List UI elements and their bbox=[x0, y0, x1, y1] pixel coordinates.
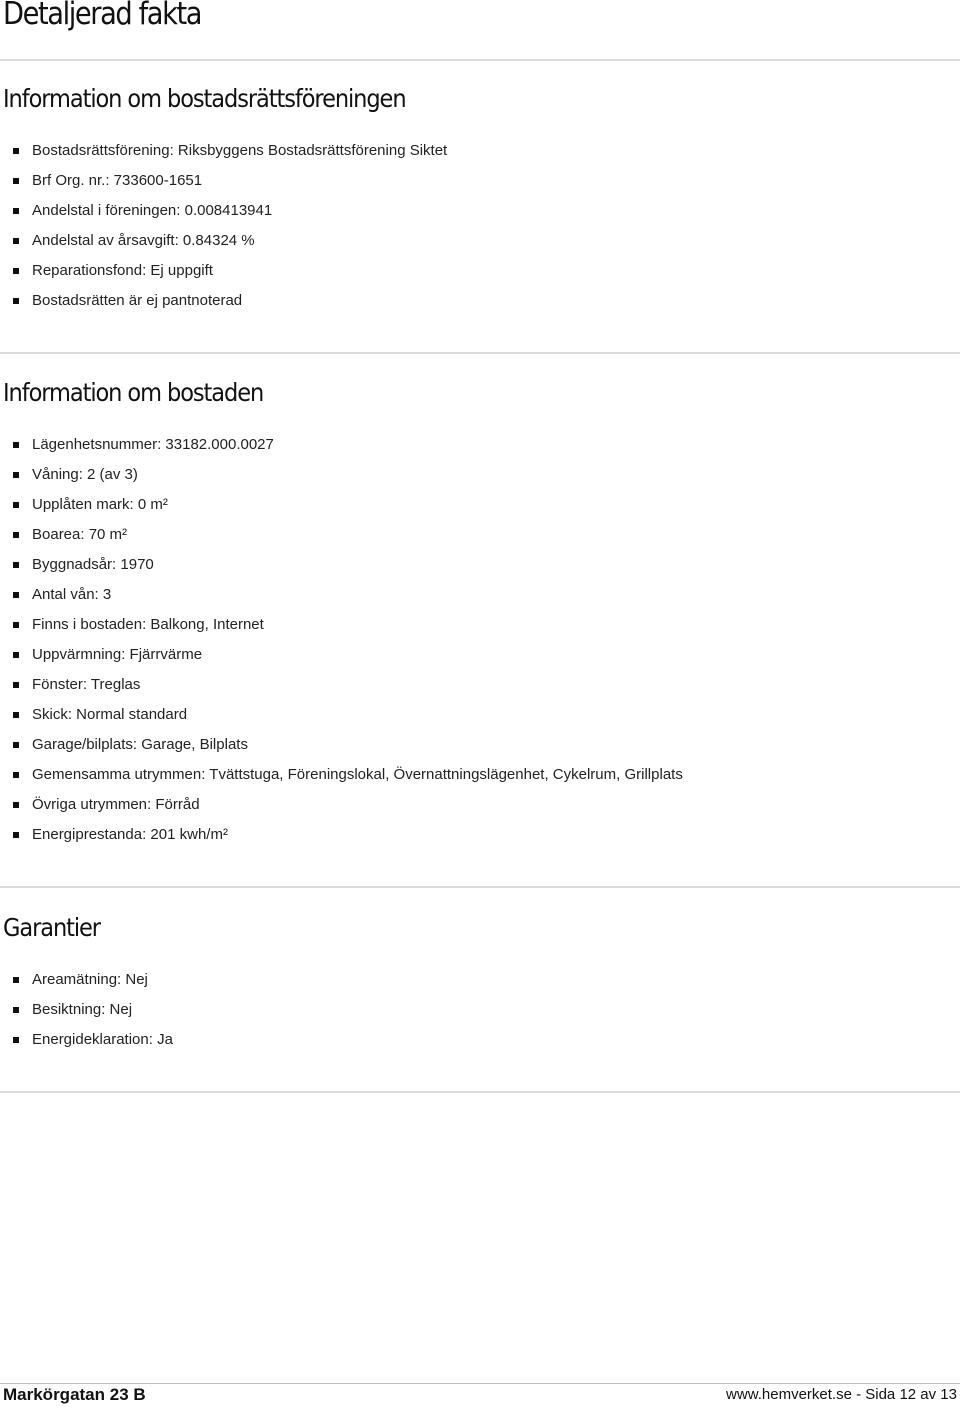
square-bullet-icon bbox=[13, 208, 19, 214]
square-bullet-icon bbox=[13, 802, 19, 808]
footer-page-info: www.hemverket.se - Sida 12 av 13 bbox=[726, 1386, 957, 1403]
square-bullet-icon bbox=[13, 682, 19, 688]
section-divider bbox=[0, 352, 960, 354]
section-title-association: Information om bostadsrättsföreningen bbox=[3, 84, 406, 113]
section-title-housing: Information om bostaden bbox=[3, 378, 264, 407]
footer-address: Markörgatan 23 B bbox=[3, 1385, 146, 1404]
square-bullet-icon bbox=[13, 178, 19, 184]
footer-divider bbox=[0, 1383, 960, 1384]
square-bullet-icon bbox=[13, 532, 19, 538]
square-bullet-icon bbox=[13, 742, 19, 748]
square-bullet-icon bbox=[13, 622, 19, 628]
section-divider bbox=[0, 886, 960, 888]
square-bullet-icon bbox=[13, 712, 19, 718]
section-divider bbox=[0, 1091, 960, 1093]
square-bullet-icon bbox=[13, 592, 19, 598]
square-bullet-icon bbox=[13, 298, 19, 304]
square-bullet-icon bbox=[13, 148, 19, 154]
square-bullet-icon bbox=[13, 1007, 19, 1013]
square-bullet-icon bbox=[13, 562, 19, 568]
square-bullet-icon bbox=[13, 832, 19, 838]
section-divider bbox=[0, 59, 960, 61]
square-bullet-icon bbox=[13, 1037, 19, 1043]
square-bullet-icon bbox=[13, 977, 19, 983]
page-title: Detaljerad fakta bbox=[3, 0, 202, 32]
square-bullet-icon bbox=[13, 652, 19, 658]
square-bullet-icon bbox=[13, 238, 19, 244]
section-title-guarantees: Garantier bbox=[3, 913, 100, 942]
square-bullet-icon bbox=[13, 502, 19, 508]
square-bullet-icon bbox=[13, 772, 19, 778]
square-bullet-icon bbox=[13, 472, 19, 478]
square-bullet-icon bbox=[13, 442, 19, 448]
square-bullet-icon bbox=[13, 268, 19, 274]
